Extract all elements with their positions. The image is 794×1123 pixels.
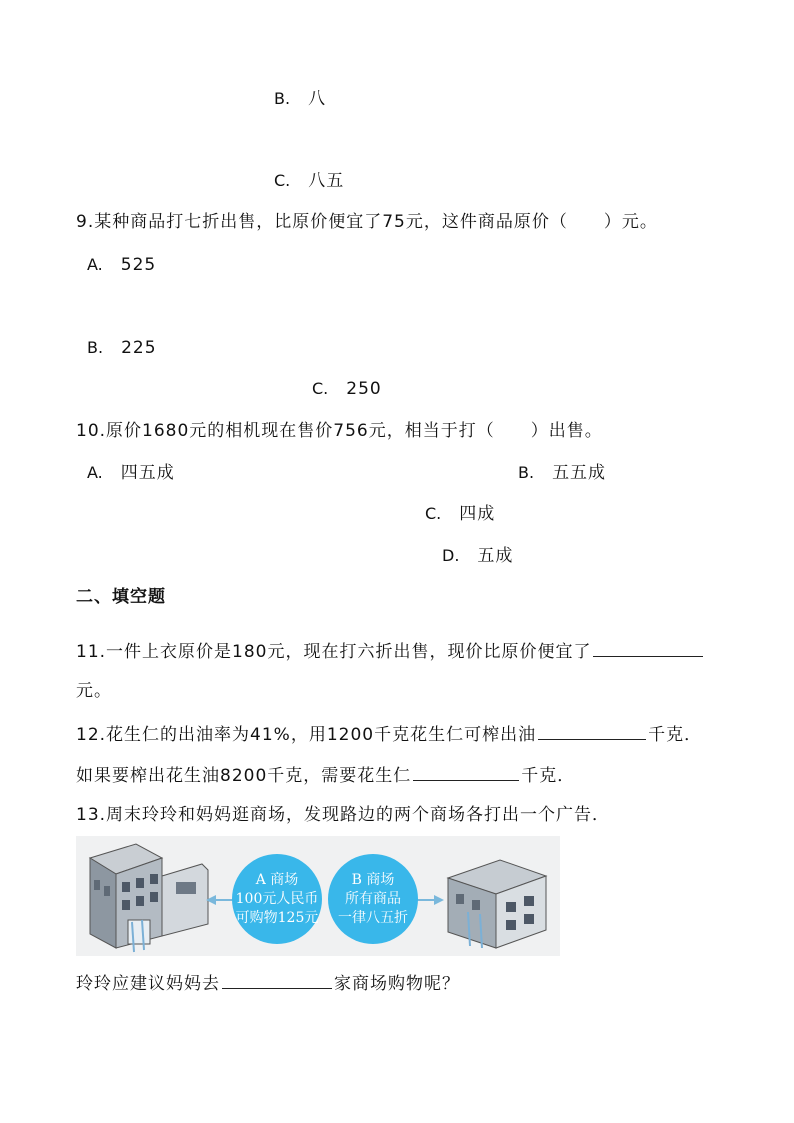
option-value: 525 (120, 255, 157, 275)
q12-line2 (76, 762, 575, 787)
q11-line2: 元。 (76, 681, 112, 701)
option-label: C. (425, 504, 442, 523)
q11-line1 (76, 638, 705, 663)
q10-stem: 10.原价1680元的相机现在售价756元，相当于打（ ）出售。 (76, 421, 603, 441)
q13-text: 家商场购物呢？ (334, 974, 460, 994)
q12-unit: 千克． (648, 725, 703, 745)
q10-option-a (87, 462, 175, 484)
answer-blank[interactable] (593, 638, 703, 657)
option-label: A. (87, 255, 103, 274)
ad-line: 可购物125元 (235, 909, 319, 926)
option-label: B. (274, 89, 291, 108)
section-title: 二、填空题 (76, 587, 166, 607)
mall-b-ad-bubble (328, 854, 418, 944)
option-value: 225 (121, 338, 157, 358)
q13-answer-line (76, 970, 460, 995)
option-value: 四五成 (120, 463, 175, 483)
ad-line: B 商场 (351, 871, 395, 888)
q13-stem: 13.周末玲玲和妈妈逛商场，发现路边的两个商场各打出一个广告． (76, 805, 611, 825)
q9-stem: 9.某种商品打七折出售，比原价便宜了75元，这件商品原价（ ）元。 (76, 212, 658, 232)
q10-option-c (425, 503, 495, 525)
ad-line: A 商场 (255, 871, 299, 888)
option-label: B. (518, 463, 535, 482)
ad-line: 100元人民币 (235, 890, 319, 907)
q12-text: 如果要榨出花生油8200千克，需要花生仁 (76, 766, 412, 786)
shopping-mall-ad-illustration (76, 836, 560, 956)
option-label: A. (87, 463, 103, 482)
q8-option-b (274, 88, 326, 110)
option-value: 五成 (477, 546, 514, 566)
q10-option-b (518, 462, 606, 484)
option-label: C. (312, 379, 329, 398)
option-value: 八五 (308, 171, 345, 191)
q8-option-c (274, 170, 344, 192)
option-label: B. (87, 338, 104, 357)
option-value: 八 (308, 89, 327, 109)
answer-blank[interactable] (222, 970, 332, 989)
ad-line: 所有商品 (345, 890, 401, 907)
option-label: C. (274, 171, 291, 190)
q11-text: 11.一件上衣原价是180元，现在打六折出售，现价比原价便宜了 (76, 642, 592, 662)
q13-text: 玲玲应建议妈妈去 (76, 974, 220, 994)
building-b-icon (448, 860, 546, 948)
option-value: 四成 (459, 504, 496, 524)
q12-text: 12.花生仁的出油率为41%，用1200千克花生仁可榨出油 (76, 725, 537, 745)
q9-option-c (312, 378, 382, 400)
mall-a-ad-bubble (232, 854, 322, 944)
q12-line1 (76, 721, 702, 746)
option-value: 250 (346, 379, 382, 399)
answer-blank[interactable] (538, 721, 646, 740)
q12-unit: 千克． (521, 766, 576, 786)
q9-option-a (87, 254, 156, 276)
option-label: D. (442, 546, 460, 565)
building-a-icon (90, 844, 208, 952)
answer-blank[interactable] (413, 762, 519, 781)
q9-option-b (87, 337, 157, 359)
ad-line: 一律八五折 (338, 909, 408, 926)
option-value: 五五成 (552, 463, 607, 483)
q10-option-d (442, 545, 513, 567)
